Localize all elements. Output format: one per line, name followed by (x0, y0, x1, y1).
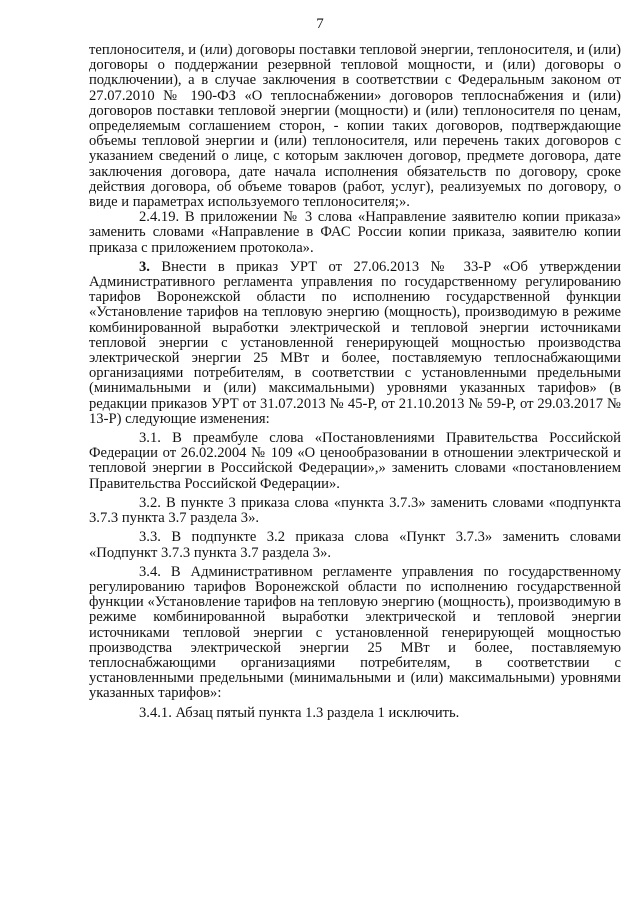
paragraph-3-2: 3.2. В пункте 3 приказа слова «пункта 3.7.3» заменить словами «подпункта 3.7.3 пункта 3.7 раздела 3». (89, 494, 621, 527)
paragraph-3 (89, 260, 621, 427)
paragraph-3-4-1: 3.4.1. Абзац пятый пункта 1.3 раздела 1 исключить. (139, 704, 460, 721)
paragraph-2-4-19: 2.4.19. В приложении № 3 слова «Направление заявителю копии приказа» заменить словами «Направление в ФАС России копии приказа, заявителю копии приказа с приложением протокола». (89, 209, 621, 256)
paragraph-3-4: 3.4. В Административном регламенте управления по государственному регулированию тарифов Воронежской области по исполнению государственной функции «Установление тарифов на тепловую энергию (мощность), производимую в режиме комбинированной выработки электрической и тепловой энергии источниками тепловой энергии с установленной генерирующей мощностью производства электрической энергии 25 МВт и более, поставляемую теплоснабжающими организациями потребителям, в соответствии с установленными предельными (минимальными и (или) максимальными) уровнями указанных тарифов»: (89, 563, 621, 702)
paragraph-3-text: Внести в приказ УРТ от 27.06.2013 № 33-Р «Об утверждении Административного регламента управления по государственному регулированию тарифов Воронежской области по исполнению государственной функции «Установление тарифов на тепловую энергию (мощность), производимую в режиме комбинированной выработки электрической и тепловой энергии источниками тепловой энергии с установленной генерирующей мощностью производства электрической энергии 25 МВт и более, поставляемую теплоснабжающими организациями потребителям, в соответствии с установленными предельными (минимальными и (или) максимальными) уровнями указанных тарифов» (в редакции приказов УРТ от 31.07.2013 № 45-Р, от 21.10.2013 № 59-Р, от 29.03.2017 № 13-Р) следующие изменения: (89, 258, 621, 427)
page-number: 7 (316, 16, 324, 32)
document-body (89, 43, 621, 721)
paragraph-continuation: теплоносителя, и (или) договоры поставки тепловой энергии, теплоносителя, и (или) договоры о поддержании резервной тепловой мощности, и (или) договоры о подключении), а в случае заключения в соответствии с Федеральным законом от 27.07.2010 № 190-ФЗ «О теплоснабжении» договоров теплоснабжения и (или) договоров поставки тепловой энергии (мощности) и (или) теплоносителя по ценам, определяемым соглашением сторон, - копии таких договоров, подтверждающие объемы тепловой энергии и (или) теплоносителя, или перечень таких договоров с указанием сведений о лице, с которым заключен договор, предмете договора, дате заключения договора, дате начала исполнения обязательств по договору, сроке действия договора, об объеме товаров (работ, услуг), реализуемых по договору, о виде и параметрах используемого теплоносителя;». (89, 42, 621, 211)
paragraph-3-1: 3.1. В преамбуле слова «Постановлениями Правительства Российской Федерации от 26.02.2004 № 109 «О ценообразовании в отношении электрической и тепловой энергии в Российской Федерации»,» заменить словами «постановлением Правительства Российской Федерации». (89, 430, 621, 492)
paragraph-3-3: 3.3. В подпункте 3.2 приказа слова «Пункт 3.7.3» заменить словами «Подпункт 3.7.3 пункта 3.7 раздела 3». (89, 529, 621, 561)
paragraph-3-number: 3. (139, 258, 150, 275)
